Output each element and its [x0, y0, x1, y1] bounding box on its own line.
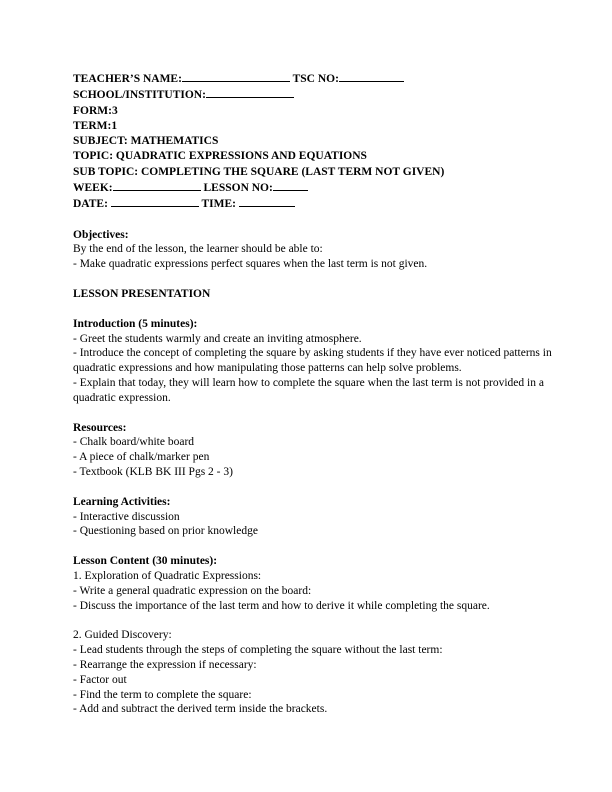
- content-part1-heading: 1. Exploration of Quadratic Expressions:: [73, 570, 262, 583]
- introduction-item: - Greet the students warmly and create an inviting atmosphere.: [73, 332, 362, 345]
- resource-item: - A piece of chalk/marker pen: [73, 451, 210, 464]
- introduction-item: - Explain that today, they will learn how to complete the square when the last term is not provided in a quadratic expression.: [73, 377, 544, 404]
- content-part2-heading: 2. Guided Discovery:: [73, 629, 172, 642]
- teacher-name-field[interactable]: [182, 71, 290, 82]
- teacher-name-label: TEACHER’S NAME:: [73, 73, 182, 85]
- content-item: - Add and subtract the derived term inside the brackets.: [73, 703, 328, 716]
- lesson-no-field[interactable]: [273, 180, 308, 191]
- activity-item: - Interactive discussion: [73, 510, 180, 523]
- resource-item: - Textbook (KLB BK III Pgs 2 - 3): [73, 466, 233, 479]
- date-field[interactable]: [111, 196, 199, 207]
- topic-line: TOPIC: QUADRATIC EXPRESSIONS AND EQUATIONS: [73, 150, 367, 163]
- content-item: - Find the term to complete the square:: [73, 688, 252, 701]
- term-line: TERM:1: [73, 119, 118, 132]
- week-label: WEEK:: [73, 182, 113, 195]
- subject-line: SUBJECT: MATHEMATICS: [73, 135, 219, 148]
- activity-item: - Questioning based on prior knowledge: [73, 525, 258, 538]
- content-item: - Write a general quadratic expression on the board:: [73, 584, 312, 597]
- subtopic-line: SUB TOPIC: COMPLETING THE SQUARE (LAST TERM NOT GIVEN): [73, 165, 445, 178]
- learning-activities-title: Learning Activities:: [73, 495, 171, 508]
- header-block: [73, 71, 553, 213]
- objective-item: - Make quadratic expressions perfect squares when the last term is not given.: [73, 258, 428, 271]
- lesson-content-title: Lesson Content (30 minutes):: [73, 555, 218, 568]
- time-field[interactable]: [239, 196, 295, 207]
- introduction-section: [73, 317, 553, 406]
- introduction-title: Introduction (5 minutes):: [73, 317, 198, 330]
- objectives-title: Objectives:: [73, 228, 129, 241]
- school-field[interactable]: [206, 87, 294, 98]
- school-label: SCHOOL/INSTITUTION:: [73, 89, 206, 102]
- content-item: - Factor out: [73, 673, 127, 686]
- lesson-no-label: LESSON NO:: [203, 182, 273, 195]
- objectives-intro: By the end of the lesson, the learner should be able to:: [73, 243, 323, 256]
- lesson-content-section: [73, 554, 553, 717]
- tsc-no-label: TSC NO:: [292, 73, 339, 85]
- date-label: DATE:: [73, 198, 108, 211]
- tsc-no-field[interactable]: [339, 71, 404, 82]
- objectives-section: [73, 228, 553, 272]
- resources-title: Resources:: [73, 421, 127, 434]
- resource-item: - Chalk board/white board: [73, 436, 195, 449]
- learning-activities-section: [73, 495, 553, 539]
- content-item: - Discuss the importance of the last term and how to derive it while completing the square.: [73, 599, 490, 612]
- introduction-item: - Introduce the concept of completing the square by asking students if they have ever noticed patterns in quadratic expressions and how manipulating those patterns can help solve problems.: [73, 347, 552, 375]
- resources-section: [73, 421, 553, 480]
- week-row: [73, 180, 553, 196]
- teacher-row: [73, 71, 553, 87]
- content-item: - Rearrange the expression if necessary:: [73, 659, 257, 671]
- school-row: [73, 87, 553, 103]
- content-item: - Lead students through the steps of completing the square without the last term:: [73, 644, 443, 657]
- date-row: [73, 196, 553, 212]
- lesson-presentation-title: LESSON PRESENTATION: [73, 288, 211, 301]
- time-label: TIME:: [201, 198, 236, 211]
- form-line: FORM:3: [73, 104, 118, 117]
- lesson-plan-page: [73, 71, 553, 717]
- week-field[interactable]: [113, 180, 201, 191]
